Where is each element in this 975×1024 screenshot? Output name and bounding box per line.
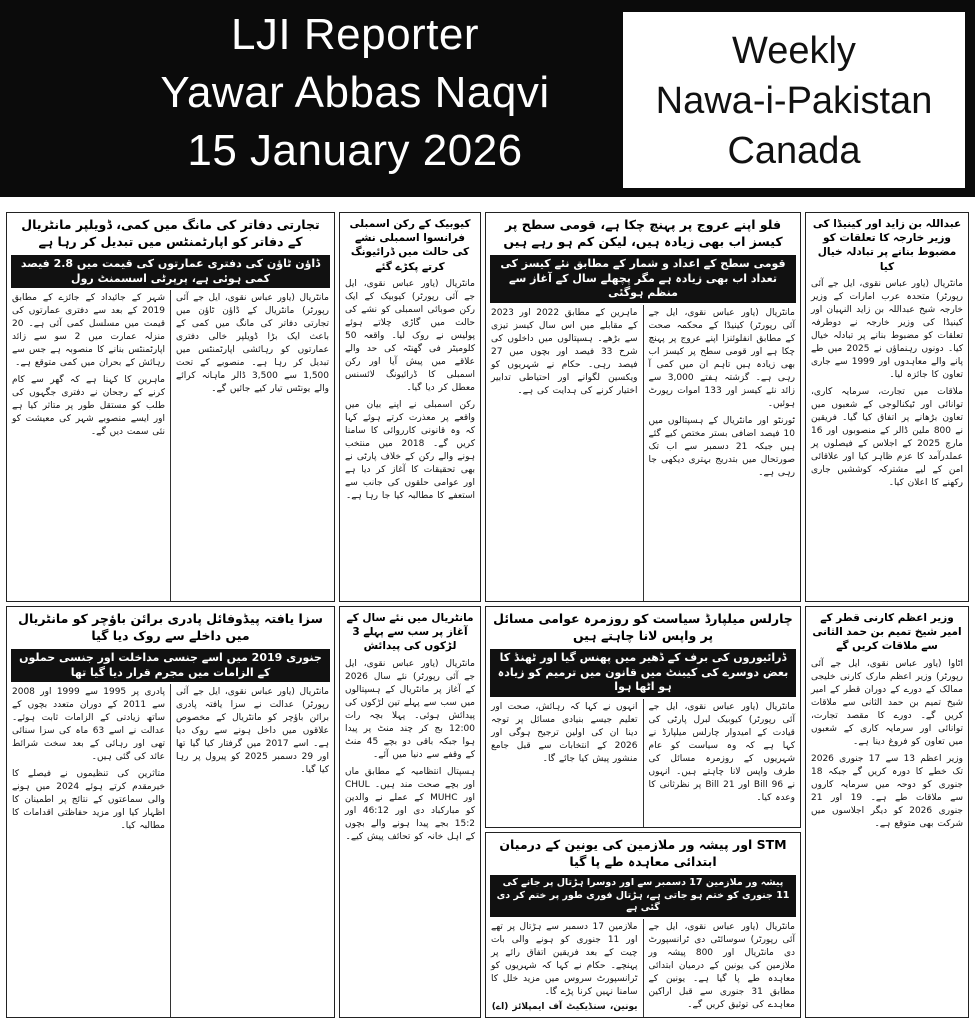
story-body-column bbox=[170, 290, 334, 602]
story-footer: یونین، سنڈیکیٹ آف ایمپلائز (اے) bbox=[491, 1002, 638, 1013]
story-body-column bbox=[486, 699, 643, 828]
story-paragraph: مانٹریال (یاور عباس نقوی، ایل جے آئی رپورٹر) مانٹریال کے ڈاؤن ٹاؤن میں تجارتی دفاتر کی مانگ میں کمی کے باعث ایک بڑا ڈویلپر خالی دفتری عمارتوں کو رہائشی اپارٹمنٹس میں تبدیل کر رہا ہے۔ منصوبے کے تحت 1,500 سے 3,500 ڈالر ماہانہ کرائے والے یونٹس تیار کیے جائیں گے۔ bbox=[176, 293, 329, 395]
story-headline: مانٹریال میں نئے سال کے آغاز پر سب سے پہلے 3 لڑکوں کی پیدائش bbox=[346, 612, 474, 653]
story-milliard-politics bbox=[485, 606, 801, 828]
story-paragraph: مانٹریال (یاور عباس نقوی، ایل جے آئی رپورٹر) متحدہ عرب امارات کے وزیر خارجہ شیخ عبداللہ بن زاید النہیان اور کینیڈا کی وزیر خارجہ نے دوطرفہ تعلقات کو مضبوط بنانے پر تبادلہ خیال کیا۔ دونوں رہنماؤں نے 2025 میں طے پانے والے معاہدوں اور 1999 سے جاری تعاون کا جائزہ لیا۔ bbox=[811, 278, 964, 380]
story-subhead: پیشہ ور ملازمین 17 دسمبر سے اور دوسرا ہڑتال پر جانے کی 11 جنوری کو ختم ہو جاتی ہے، ہڑتال فوری طور پر ختم کر دی گئی ہے bbox=[490, 875, 796, 917]
story-paragraph: ہسپتال انتظامیہ کے مطابق ماں اور بچے صحت مند ہیں۔ CHUL اور MUHC کے عملے نے والدین کو مبارکباد دی اور 46:12 اور 15:2 بجے پیدا ہونے والے بچوں کے اہل خانہ کو تحائف پیش کیے۔ bbox=[345, 766, 475, 842]
story-paragraph: مانٹریال (یاور عباس نقوی، ایل جے آئی رپورٹر) سوسائٹی دی ٹرانسپورٹ دی مانٹریال اور 800 پیشہ ور ملازمین کی یونین کے درمیان ابتدائی معاہدہ طے پا گیا ہے۔ یونین کے مطابق 31 جنوری سے قبل اراکین معاہدے کی توثیق کریں گے۔ bbox=[648, 922, 795, 1011]
story-pm-qatar bbox=[805, 606, 969, 1018]
story-body bbox=[340, 276, 480, 598]
story-paragraph: رکن اسمبلی نے اپنے بیان میں واقعے پر معذرت کرتے ہوئے کہا کہ وہ قانونی کارروائی کا سامنا کریں گے۔ 2018 میں منتخب ہونے والے رکن کے خلاف پارٹی نے بھی تحقیقات کا آغاز کر دیا ہے اور عوامی حلقوں کی جانب سے استعفے کا مطالبہ کیا جا رہا ہے۔ bbox=[345, 399, 475, 501]
story-paragraph: شہر کے جائیداد کے جائزے کے مطابق 2019 کے بعد سے دفتری عمارتوں کی قیمت میں مسلسل کمی آئی ہے۔ 20 منزلہ عمارت میں 2 سو سے زائد اپارٹمنٹس بنانے کا منصوبہ ہے جس سے رہائش کے بحران میں کمی متوقع ہے۔ bbox=[12, 293, 165, 369]
story-paragraph: ماہرین کے مطابق 2022 اور 2023 کے مقابلے میں اس سال کیسز تیزی سے بڑھے۔ ہسپتالوں میں داخلوں کی شرح 33 فیصد اور بچوں میں 27 فیصد رہی۔ حکام نے شہریوں کو ویکسین لگوانے اور احتیاطی تدابیر اختیار کرنے کی ہدایت کی ہے۔ bbox=[491, 308, 638, 397]
story-body-column bbox=[486, 919, 643, 1018]
story-headline: STM اور پیشہ ور ملازمین کی یونین کے درمیان ابتدائی معاہدہ طے پا گیا bbox=[499, 837, 787, 869]
story-paragraph: مانٹریال (یاور عباس نقوی، ایل جے آئی رپورٹر) نئے سال 2026 کے آغاز پر مانٹریال کے ہسپتالوں میں سب سے پہلے تین لڑکوں کی پیدائش ہوئی۔ پہلا بچہ رات 12:00 بج کر چند منٹ پر پیدا ہوا جبکہ باقی دو بچے 45 منٹ کے وقفے سے دنیا میں آئے۔ bbox=[345, 658, 475, 760]
story-headline: سزا یافتہ پیڈوفائل پادری برائن باؤچر کو مانٹریال میں داخلے سے روک دیا گیا bbox=[18, 611, 323, 643]
story-body-column bbox=[7, 684, 170, 1018]
reporter-block bbox=[95, 6, 615, 180]
issue-date: 15 January 2026 bbox=[187, 126, 523, 175]
story-new-year-babies bbox=[339, 606, 481, 1018]
publication-country: Canada bbox=[727, 130, 861, 172]
story-paragraph: انہوں نے کہا کہ رہائش، صحت اور تعلیم جیسے بنیادی مسائل پر توجہ دینا ان کی اولین ترجیح ہوگی اور 2026 کے انتخابات سے قبل جامع منشور پیش کیا جائے گا۔ bbox=[491, 702, 638, 765]
publication-frequency: Weekly bbox=[732, 30, 856, 72]
publication-box bbox=[623, 12, 965, 188]
story-headline: کیوبیک کے رکن اسمبلی فرانسوا اسمبلی نشے کی حالت میں ڈرائیونگ کرتے پکڑے گئے bbox=[349, 218, 471, 273]
publication-name: Nawa-i-Pakistan bbox=[655, 80, 933, 122]
story-body-column bbox=[486, 305, 643, 602]
story-headline: تجارتی دفاتر کی مانگ میں کمی، ڈویلپر مانٹریال کے دفاتر کو اپارٹمنٹس میں تبدیل کر رہا ہے bbox=[21, 217, 320, 249]
story-subhead: جنوری 2019 میں اسے جنسی مداخلت اور جنسی حملوں کے الزامات میں مجرم قرار دیا گیا تھا bbox=[11, 649, 330, 683]
story-paragraph: ماہرین کا کہنا ہے کہ گھر سے کام کرنے کے رجحان نے دفتری جگہوں کی طلب کو مستقل طور پر متاثر کیا ہے اور ایسے منصوبے شہر کی معیشت کو نئی سمت دیں گے۔ bbox=[12, 375, 165, 438]
story-subhead: قومی سطح کے اعداد و شمار کے مطابق نئے کیسز کی تعداد اب بھی زیادہ ہے مگر پچھلے سال کے آغاز سے منظم ہوگئی bbox=[490, 255, 796, 304]
story-body-column bbox=[643, 919, 801, 1018]
story-body bbox=[340, 656, 480, 1001]
story-paragraph: ملاقات میں تجارت، سرمایہ کاری، توانائی اور ٹیکنالوجی کے شعبوں میں تعاون بڑھانے پر اتفاق کیا گیا۔ فریقین نے 800 ملین ڈالر کے منصوبوں اور 16 مارچ 2025 کے اجلاس کے فیصلوں پر عملدرآمد کا عزم ظاہر کیا اور علاقائی امن کے لیے مشترکہ کوششیں جاری رکھنے کا اعلان کیا۔ bbox=[811, 386, 963, 488]
story-priest-ban bbox=[6, 606, 335, 1018]
story-paragraph: مانٹریال (یاور عباس نقوی، ایل جے آئی رپورٹر) کیوبیک لبرل پارٹی کی قیادت کے امیدوار چارلس میلپارڈ نے کہا ہے کہ وہ سیاست کو عام شہریوں کے روزمرہ مسائل کی طرف واپس لانا چاہتے ہیں۔ انہوں نے Bill 96 اور Bill 21 پر نظرثانی کا وعدہ کیا۔ bbox=[648, 702, 795, 804]
story-paragraph: اٹاوا (یاور عباس نقوی، ایل جے آئی رپورٹر) وزیر اعظم مارک کارنی خلیجی ممالک کے دورے کے دوران قطر کے امیر شیخ تمیم بن حمد الثانی سے ملاقات کریں گے۔ دورے کا مقصد تجارت، توانائی اور سرمایہ کاری کے شعبوں میں تعاون کو فروغ دینا ہے۔ bbox=[811, 658, 963, 747]
story-subhead: ڈرائیوروں کی برف کے ڈھیر میں پھنس گیا اور ٹھنڈ کا بعض دوسرے کی کیبنٹ میں قانون میں ترمیم کو زیادہ ہو اٹھا ہوا bbox=[490, 649, 796, 698]
story-office-conversion bbox=[6, 212, 335, 602]
story-subhead: ڈاؤن ٹاؤن کی دفتری عمارتوں کی قیمت میں 2.8 فیصد کمی ہوئی ہے، پرپرٹی اسسمنٹ رول bbox=[11, 255, 330, 289]
story-paragraph: مانٹریال (یاور عباس نقوی، ایل جے آئی رپورٹر) کینیڈا کے محکمہ صحت کے مطابق انفلوئنزا اپنے عروج پر پہنچ چکا ہے اور قومی سطح پر کیسز اب بھی زیادہ ہیں تاہم ان میں کمی آ رہی ہے۔ گزشتہ ہفتے 3,000 سے زائد نئے کیسز اور 133 اموات رپورٹ ہوئیں۔ bbox=[648, 308, 795, 410]
story-paragraph: متاثرین کی تنظیموں نے فیصلے کا خیرمقدم کرتے ہوئے 2024 میں ہونے والی سماعتوں کے نتائج پر اطمینان کا اظہار کیا اور مزید حفاظتی اقدامات کا مطالبہ کیا۔ bbox=[12, 769, 165, 832]
story-body-column bbox=[643, 699, 801, 828]
story-paragraph: ملازمین 17 دسمبر سے ہڑتال پر تھے اور 11 جنوری کو ہونے والی بات چیت کے بعد فریقین اتفاق رائے پر پہنچے۔ حکام نے کہا کہ شہریوں کو ٹرانسپورٹ سروس میں مزید خلل کا سامنا نہیں کرنا پڑے گا۔ bbox=[491, 922, 638, 998]
masthead bbox=[0, 0, 975, 197]
story-headline: عبداللہ بن زاید اور کینیڈا کی وزیر خارجہ کا تعلقات کو مضبوط بنانے پر تبادلہ خیال کیا bbox=[812, 218, 962, 273]
story-body-column bbox=[170, 684, 334, 1018]
story-body-column bbox=[643, 305, 801, 602]
story-headline: چارلس میلپارڈ سیاست کو روزمرہ عوامی مسائل پر واپس لانا چاہتے ہیں bbox=[493, 611, 793, 643]
story-headline: فلو اپنے عروج پر پہنچ چکا ہے، قومی سطح پر کیسز اب بھی زیادہ ہیں، لیکن کم ہو رہے ہیں bbox=[503, 217, 783, 249]
reporter-name: Yawar Abbas Naqvi bbox=[160, 68, 550, 117]
story-stm-agreement bbox=[485, 832, 801, 1018]
reporter-label: LJI Reporter bbox=[230, 10, 480, 59]
story-flu-peak bbox=[485, 212, 801, 602]
story-paragraph: وزیر اعظم 13 سے 17 جنوری 2026 تک خطے کا دورہ کریں گے جبکہ 18 جنوری کو دوحہ میں سرمایہ کاروں سے ملاقات طے ہے۔ 19 اور 21 جنوری 2026 کو دیگر اجلاسوں میں شرکت بھی متوقع ہے۔ bbox=[811, 753, 963, 829]
story-body-column bbox=[7, 290, 170, 602]
story-paragraph: مانٹریال (یاور عباس نقوی، ایل جے آئی رپورٹر) کیوبیک کے ایک رکن صوبائی اسمبلی کو نشے کی حالت میں گاڑی چلاتے ہوئے پولیس نے روک لیا۔ واقعہ 50 کلومیٹر فی گھنٹہ کی حد والے علاقے میں پیش آیا اور رکن اسمبلی کا ڈرائیونگ لائسنس معطل کر دیا گیا۔ bbox=[345, 278, 475, 393]
story-foreign-ministers bbox=[805, 212, 969, 602]
story-body bbox=[806, 656, 968, 1016]
story-paragraph: پادری پر 1995 سے 1999 اور 2008 سے 2011 کے دوران متعدد بچوں کے ساتھ زیادتی کے الزامات ثابت ہوئے۔ عدالت نے اسے 63 ماہ کی سزا سنائی تھی اور رہائی کے بعد سخت شرائط عائد کی گئی ہیں۔ bbox=[12, 687, 165, 763]
story-paragraph: مانٹریال (یاور عباس نقوی، ایل جے آئی رپورٹر) عدالت نے سزا یافتہ پادری برائن باؤچر کو مانٹریال کے مخصوص علاقوں میں داخل ہونے سے روک دیا ہے۔ اسے 2017 میں گرفتار کیا گیا تھا اور 29 دسمبر 2025 کو پیرول پر رہا کیا گیا۔ bbox=[176, 687, 329, 776]
story-paragraph: ٹورنٹو اور مانٹریال کے ہسپتالوں میں 10 فیصد اضافی بستر مختص کیے گئے ہیں جبکہ 21 دسمبر سے اب تک صورتحال میں بتدریج بہتری دیکھی جا رہی ہے۔ bbox=[648, 416, 795, 479]
story-quebec-mna bbox=[339, 212, 481, 602]
story-body bbox=[806, 276, 968, 602]
story-headline: وزیر اعظم کارنی قطر کے امیر شیخ تمیم بن حمد الثانی سے ملاقات کریں گے bbox=[812, 612, 962, 653]
